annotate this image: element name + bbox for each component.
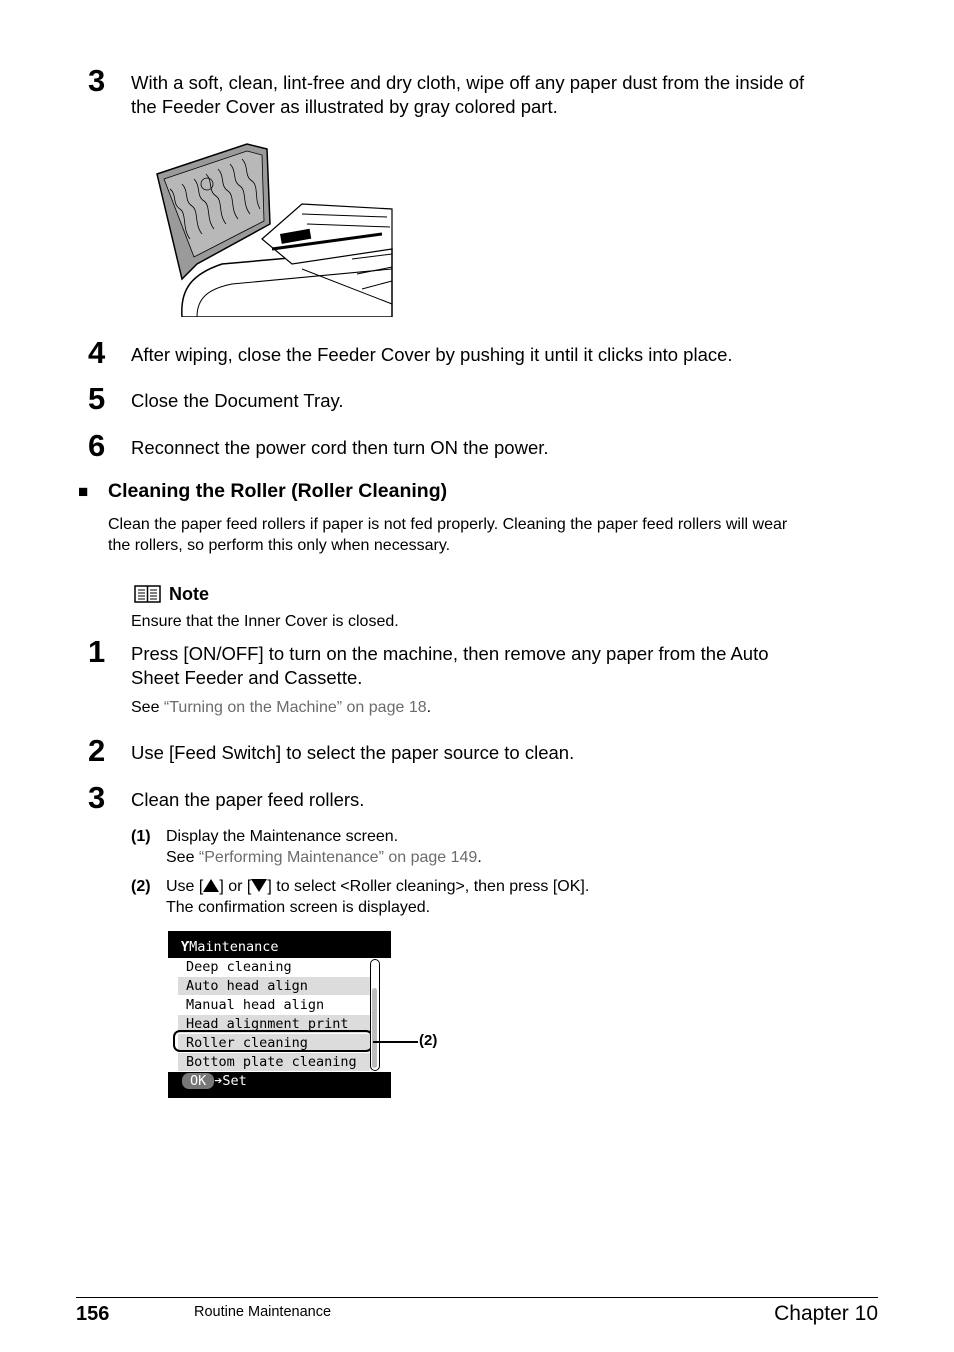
lcd-scrollbar[interactable] bbox=[370, 959, 380, 1071]
step-number: 3 bbox=[88, 63, 106, 98]
down-triangle-icon bbox=[251, 879, 267, 892]
substep-number: (2) bbox=[131, 878, 151, 895]
lcd-menu-item[interactable]: Deep cleaning bbox=[186, 959, 292, 975]
lcd-menu-item[interactable]: Bottom plate cleaning bbox=[178, 1053, 370, 1071]
note-text: Ensure that the Inner Cover is closed. bbox=[131, 613, 399, 630]
note-book-icon bbox=[134, 585, 161, 603]
step-text: Clean the paper feed rollers. bbox=[131, 789, 365, 810]
step-text: Reconnect the power cord then turn ON the power. bbox=[131, 437, 549, 458]
footer-section-name: Routine Maintenance bbox=[194, 1304, 332, 1320]
step-number: 1 bbox=[88, 634, 106, 669]
substep-text: Use [ ] or [ ] to select <Roller cleaning>, then press [OK]. The confirmation screen is displayed. bbox=[166, 878, 590, 916]
step-number: 5 bbox=[88, 381, 106, 416]
lcd-menu-item-selected[interactable]: Roller cleaning bbox=[178, 1034, 370, 1052]
lcd-footer-bar: OK ➔Set bbox=[168, 1072, 391, 1098]
lcd-ok-badge: OK bbox=[182, 1073, 214, 1089]
substep-number: (1) bbox=[131, 828, 151, 845]
section-intro: Clean the paper feed rollers if paper is not fed properly. Cleaning the paper feed rollers will wear the rollers, so perform this only when necessary. bbox=[108, 516, 788, 554]
lcd-menu-item[interactable]: Head alignment print bbox=[178, 1015, 370, 1033]
lcd-scroll-thumb[interactable] bbox=[372, 988, 377, 1068]
lcd-title-bar: ƳMaintenance bbox=[168, 931, 391, 958]
lcd-menu-item[interactable]: Manual head align bbox=[186, 997, 325, 1013]
lcd-selection-outline bbox=[173, 1030, 373, 1052]
section-bullet: ■ bbox=[78, 482, 89, 501]
step-number: 6 bbox=[88, 428, 106, 463]
page-number: 156 bbox=[76, 1303, 110, 1325]
step-number: 2 bbox=[88, 733, 106, 768]
see-reference: See “Turning on the Machine” on page 18. bbox=[131, 699, 432, 716]
step-text: Press [ON/OFF] to turn on the machine, then remove any paper from the Auto Sheet Feeder and Cassette. bbox=[131, 643, 769, 688]
step-text: Use [Feed Switch] to select the paper source to clean. bbox=[131, 742, 575, 763]
link-performing-maintenance[interactable]: “Performing Maintenance” on page 149 bbox=[198, 849, 478, 866]
note-label: Note bbox=[169, 584, 209, 604]
step-text: Close the Document Tray. bbox=[131, 390, 344, 411]
feeder-cover-illustration bbox=[152, 139, 395, 317]
substep-text: Display the Maintenance screen. See “Performing Maintenance” on page 149. bbox=[166, 828, 482, 866]
tools-icon: Ƴ bbox=[181, 939, 190, 955]
callout-line bbox=[373, 1041, 418, 1043]
step-number: 4 bbox=[88, 335, 106, 370]
link-turning-on[interactable]: “Turning on the Machine” on page 18 bbox=[163, 699, 427, 716]
step-text: After wiping, close the Feeder Cover by pushing it until it clicks into place. bbox=[131, 344, 733, 365]
step-text: With a soft, clean, lint-free and dry cloth, wipe off any paper dust from the inside of the Feeder Cover as illustrated by gray colored part. bbox=[131, 72, 805, 117]
lcd-maintenance-screen bbox=[168, 931, 391, 1098]
step-number: 3 bbox=[88, 780, 106, 815]
section-title: Cleaning the Roller (Roller Cleaning) bbox=[108, 480, 448, 502]
lcd-menu-item[interactable]: Auto head align bbox=[178, 977, 370, 995]
up-triangle-icon bbox=[203, 879, 219, 892]
footer-chapter: Chapter 10 bbox=[774, 1302, 878, 1325]
footer-rule bbox=[76, 1297, 878, 1298]
callout-label: (2) bbox=[419, 1032, 438, 1049]
